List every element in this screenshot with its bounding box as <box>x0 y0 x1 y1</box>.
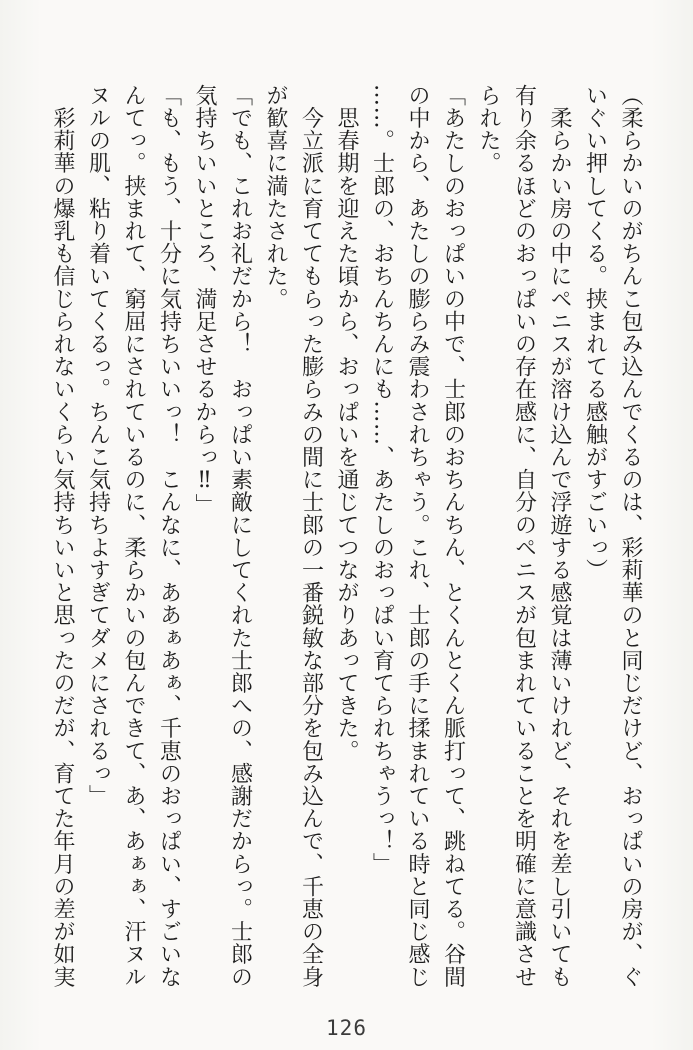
page-text-block <box>45 84 649 999</box>
text-line-11: が歓喜に満たされた。 <box>263 84 288 310</box>
text-line-5: られた。 <box>476 84 501 175</box>
text-line-15: んてっ。挟まれて、窮屈にされているのに、柔らかいの包んできて、あ、あぁぁ、汗ヌル <box>121 84 146 988</box>
text-line-9: 思春期を迎えた頃から、おっぱいを通じてつながりあってきた。 <box>334 84 359 762</box>
text-line-13: 気持ちいいところ、満足させるからっ‼」 <box>192 84 217 517</box>
text-line-2: いぐい押してくる。挟まれてる感触がすごいっ） <box>582 84 608 582</box>
text-line-8: ……。士郎の、おちんちんにも……、あたしのおっぱい育てられちゃうっ！」 <box>369 84 395 875</box>
page-number: 126 <box>326 1016 367 1040</box>
text-line-6: 「あたしのおっぱいの中で、士郎のおちんちん、とくんとくん脈打って、跳ねてる。谷間 <box>440 84 466 988</box>
text-line-12: 「でも、これお礼だから！ おっぱい素敵にしてくれた士郎への、感謝だからっ。士郎の <box>227 84 253 988</box>
text-line-14: 「も、もう、十分に気持ちいいっ！ こんなに、ああぁあぁ、千恵のおっぱい、すごいな <box>156 84 182 988</box>
text-line-1: （柔らかいのがちんこ包み込んでくるのは、彩莉華のと同じだけど、おっぱいの房が、ぐ <box>618 84 643 988</box>
text-line-17: 彩莉華の爆乳も信じられないくらい気持ちいいと思ったのだが、育てた年月の差が如実 <box>50 84 75 988</box>
text-line-7: の中から、あたしの膨らみ震わされちゃう。これ、士郎の手に揉まれている時と同じ感じ <box>405 84 430 988</box>
text-line-10: 今立派に育ててもらった膨らみの間に士郎の一番鋭敏な部分を包み込んで、千恵の全身 <box>298 84 324 988</box>
text-line-4: 有り余るほどのおっぱいの存在感に、自分のペニスが包まれていることを明確に意識させ <box>511 84 537 988</box>
text-line-16: ヌルの肌、粘り着いてくるっ。ちんこ気持ちよすぎてダメにされるっ」 <box>85 84 111 808</box>
text-line-3: 柔らかい房の中にペニスが溶け込んで浮遊する感覚は薄いけれど、それを差し引いても <box>547 84 572 988</box>
